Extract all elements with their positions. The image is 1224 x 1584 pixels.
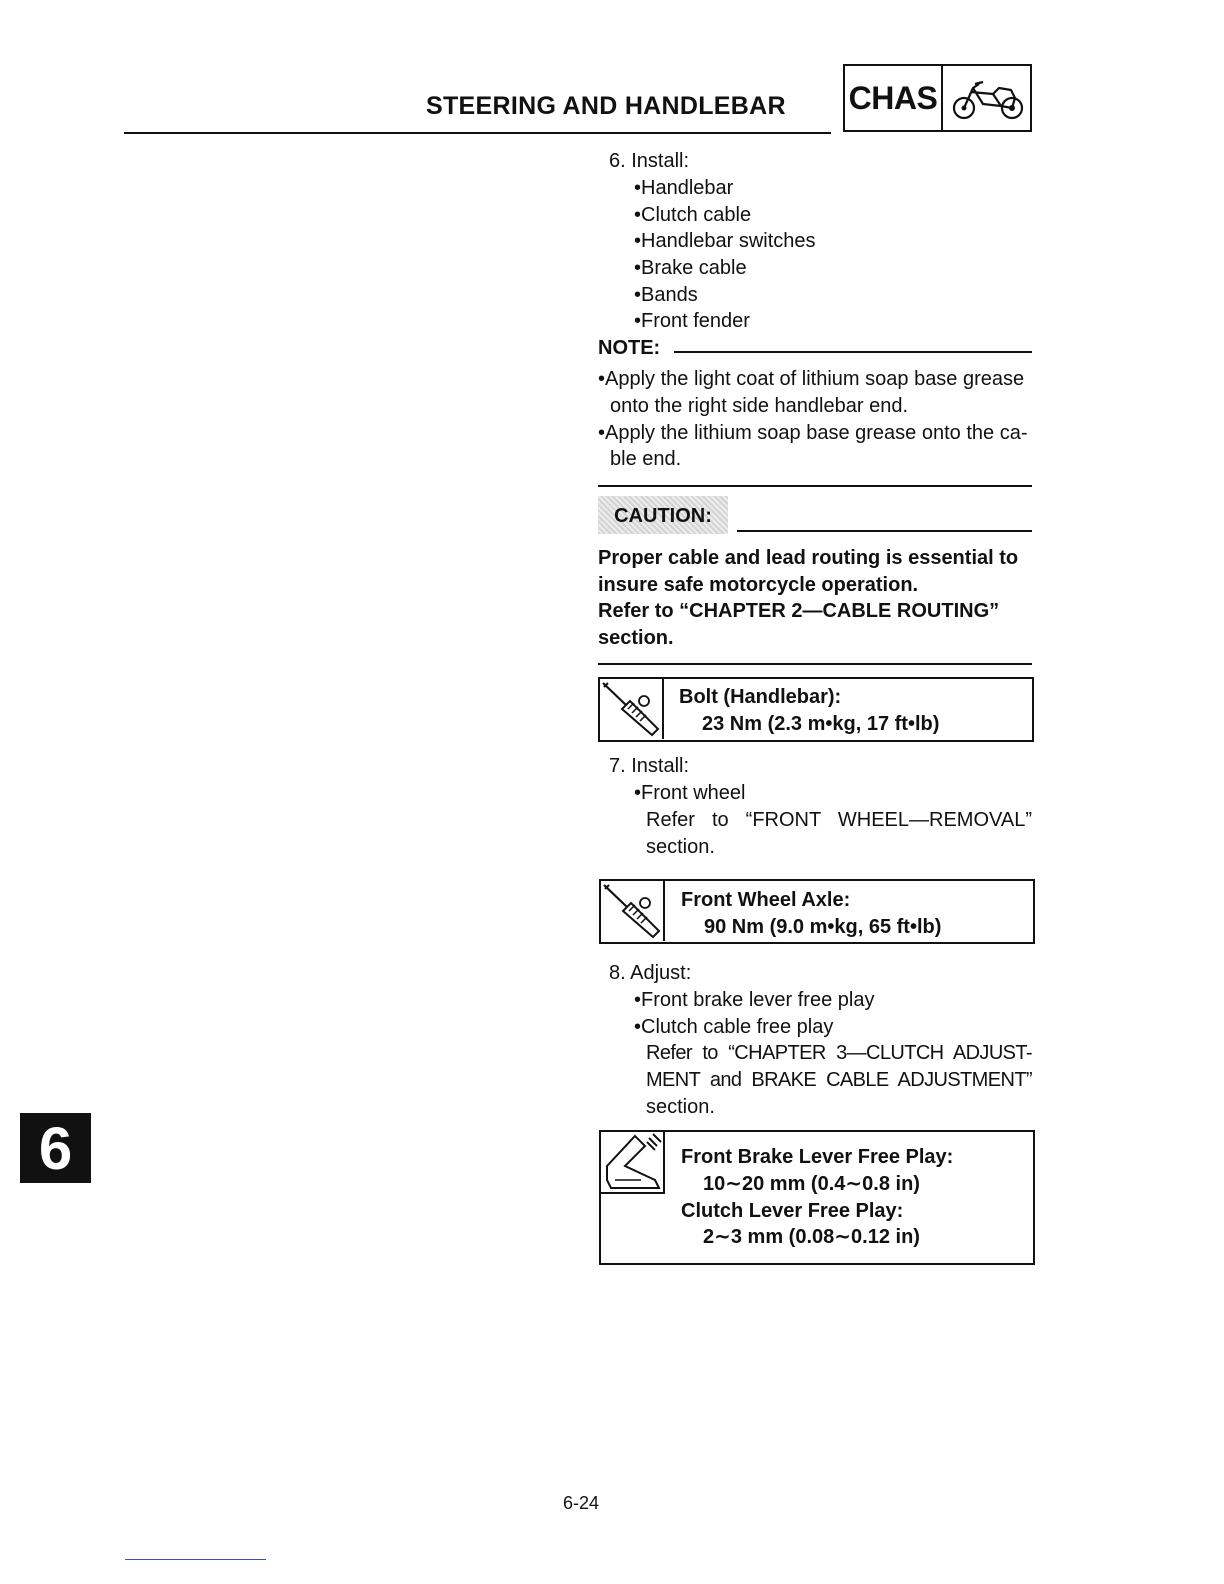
spec-value: 90 Nm (9.0 m•kg, 65 ft•lb) <box>704 916 942 938</box>
step-6-label: 6. Install: <box>609 150 690 172</box>
section-code: CHAS <box>845 66 943 130</box>
list-item: •Clutch cable <box>634 204 752 226</box>
header-rule <box>124 132 831 134</box>
caution-line: insure safe motorcycle operation. <box>598 574 919 596</box>
step-7-label: 7. Install: <box>609 755 690 777</box>
caution-end-rule <box>598 663 1032 665</box>
note-line: ble end. <box>610 448 682 470</box>
note-end-rule <box>598 485 1032 487</box>
spec-title: Clutch Lever Free Play: <box>681 1200 904 1222</box>
motorcycle-icon <box>949 76 1027 122</box>
note-line: •Apply the lithium soap base grease onto the ca- <box>598 422 1028 444</box>
section-badge <box>843 64 1032 132</box>
caution-rule <box>737 530 1032 532</box>
list-item: •Brake cable <box>634 257 747 279</box>
reference-line: Refer to “CHAPTER 3—CLUTCH ADJUST- <box>646 1042 1032 1064</box>
caution-line: section. <box>598 627 674 649</box>
chapter-tab: 6 <box>20 1113 91 1183</box>
spec-box-handlebar-bolt <box>598 677 1034 742</box>
reference-line: section. <box>646 1096 715 1118</box>
note-rule <box>674 351 1032 353</box>
reference-line: section. <box>646 836 715 858</box>
lever-free-play-icon <box>601 1132 665 1194</box>
list-item: •Handlebar <box>634 177 734 199</box>
list-item: •Bands <box>634 284 698 306</box>
spec-value: 2∼3 mm (0.08∼0.12 in) <box>703 1226 920 1248</box>
spec-title: Bolt (Handlebar): <box>679 686 842 708</box>
torque-wrench-icon <box>600 679 664 739</box>
spec-box-free-play <box>599 1130 1035 1265</box>
spec-title: Front Wheel Axle: <box>681 889 851 911</box>
spec-box-front-wheel-axle <box>599 879 1035 944</box>
step-8-label: 8. Adjust: <box>609 962 692 984</box>
caution-line: Proper cable and lead routing is essential to <box>598 547 1019 569</box>
page-number: 6-24 <box>563 1493 600 1513</box>
note-line: •Apply the light coat of lithium soap base grease <box>598 368 1025 390</box>
list-item: •Clutch cable free play <box>634 1016 834 1038</box>
torque-wrench-icon <box>601 881 665 941</box>
page-title: STEERING AND HANDLEBAR <box>426 92 786 120</box>
spec-title: Front Brake Lever Free Play: <box>681 1146 954 1168</box>
reference-line: Refer to “FRONT WHEEL—REMOVAL” <box>646 809 1032 831</box>
spec-value: 10∼20 mm (0.4∼0.8 in) <box>703 1173 920 1195</box>
list-item: •Handlebar switches <box>634 230 816 252</box>
list-item: •Front wheel <box>634 782 746 804</box>
caution-line: Refer to “CHAPTER 2—CABLE ROUTING” <box>598 600 1000 622</box>
note-line: onto the right side handlebar end. <box>610 395 908 417</box>
footer-rule <box>125 1559 266 1560</box>
list-item: •Front brake lever free play <box>634 989 875 1011</box>
spec-value: 23 Nm (2.3 m•kg, 17 ft•lb) <box>702 713 940 735</box>
note-label: NOTE: <box>598 337 661 359</box>
list-item: •Front fender <box>634 310 750 332</box>
caution-label: CAUTION: <box>598 496 728 534</box>
reference-line: MENT and BRAKE CABLE ADJUSTMENT” <box>646 1069 1032 1091</box>
